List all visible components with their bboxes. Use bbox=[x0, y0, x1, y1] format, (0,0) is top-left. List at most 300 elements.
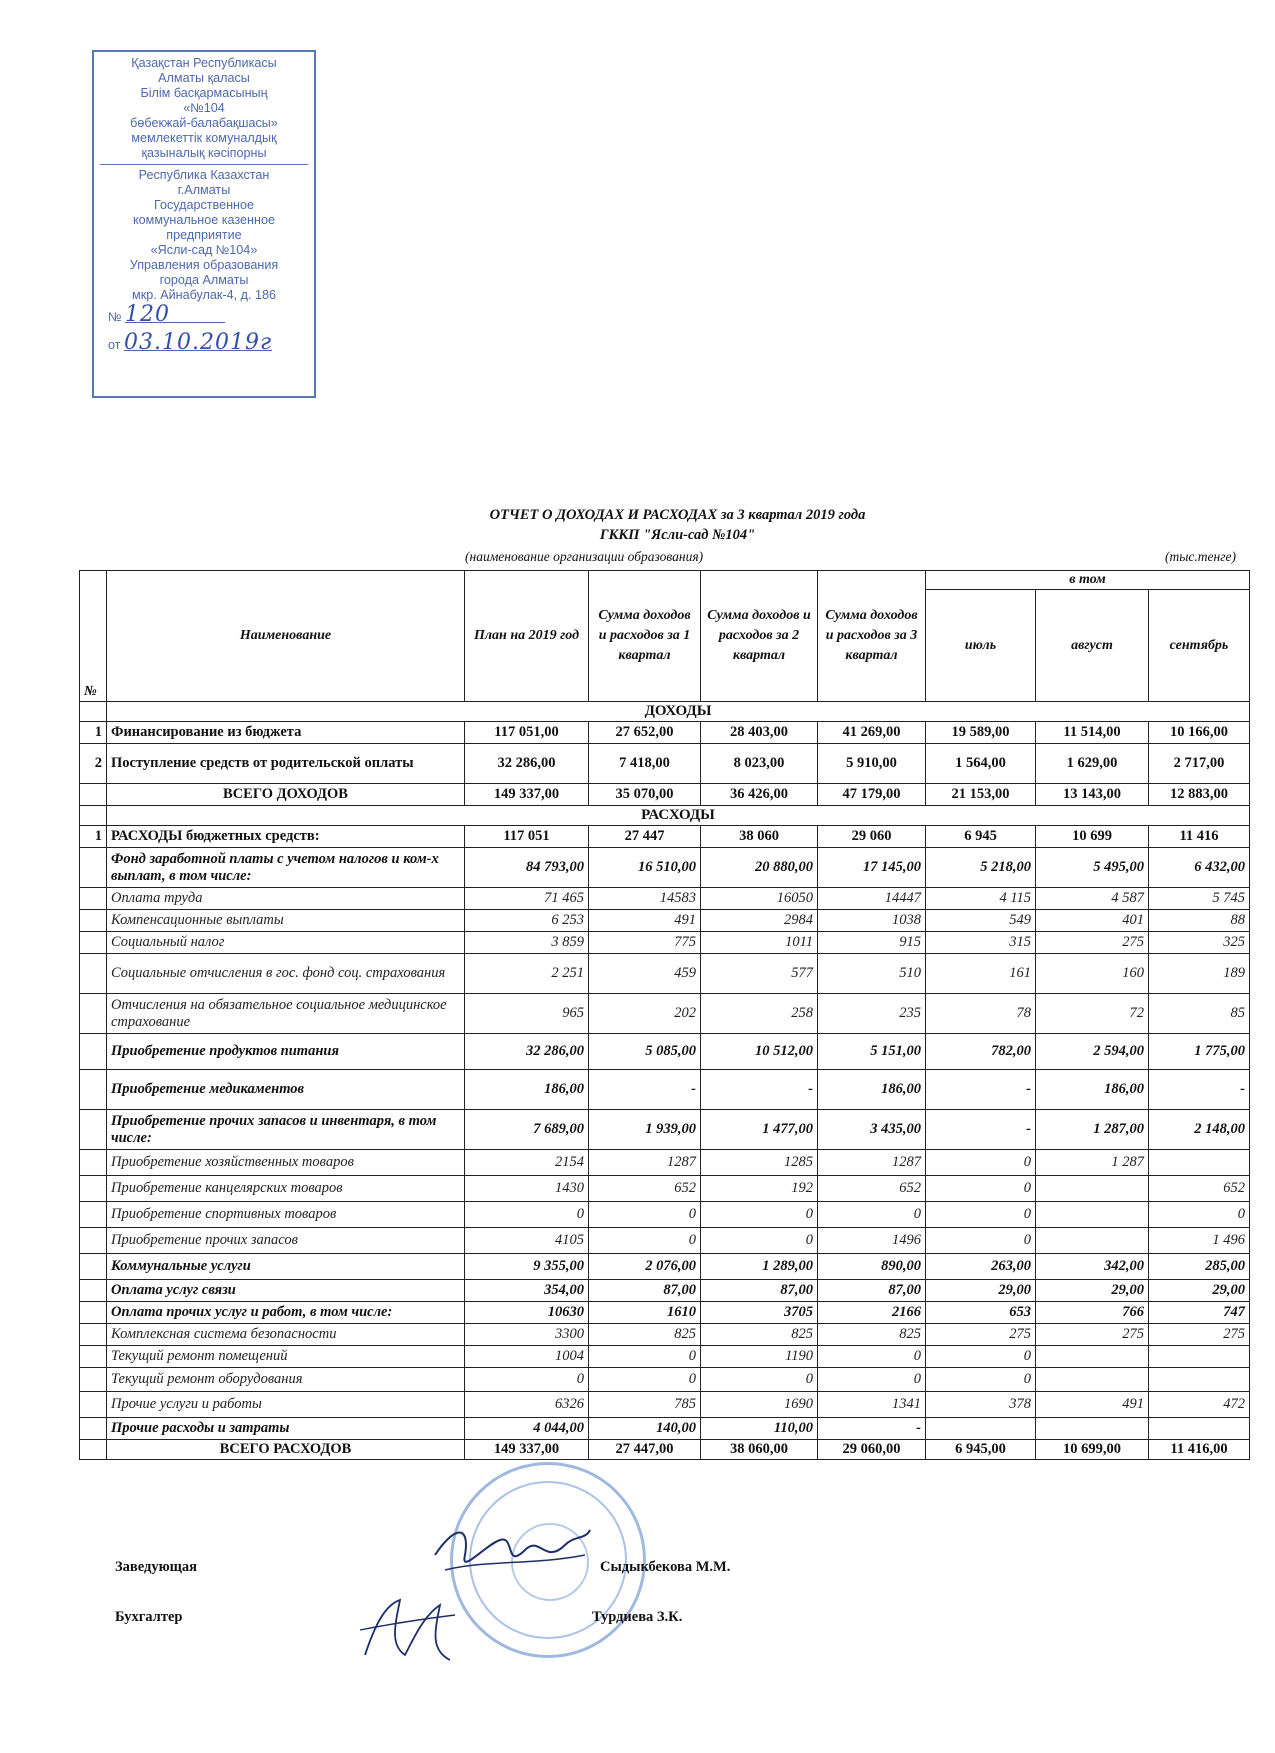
expense-row bbox=[80, 1302, 1250, 1324]
value-cell: 9 355,00 bbox=[465, 1254, 589, 1280]
row-name: Фонд заработной платы с учетом налогов и ком-х выплат, в том числе: bbox=[107, 848, 465, 888]
value-cell: 160 bbox=[1036, 954, 1149, 994]
value-cell: 10 512,00 bbox=[701, 1034, 818, 1070]
row-name: Финансирование из бюджета bbox=[107, 722, 465, 744]
expense-row bbox=[80, 1070, 1250, 1110]
value-cell: 13 143,00 bbox=[1036, 784, 1149, 806]
value-cell: 186,00 bbox=[1036, 1070, 1149, 1110]
header-months-group: в том bbox=[926, 571, 1250, 590]
value-cell: 577 bbox=[701, 954, 818, 994]
stamp-kz-line: Алматы қаласы bbox=[158, 71, 250, 85]
value-cell: 11 514,00 bbox=[1036, 722, 1149, 744]
value-cell: 4 587 bbox=[1036, 888, 1149, 910]
value-cell: 186,00 bbox=[465, 1070, 589, 1110]
report-table bbox=[79, 570, 1250, 1460]
value-cell: 149 337,00 bbox=[465, 1440, 589, 1460]
value-cell: 1 287 bbox=[1036, 1150, 1149, 1176]
value-cell: 0 bbox=[589, 1346, 701, 1368]
value-cell: 1 775,00 bbox=[1149, 1034, 1250, 1070]
value-cell: 2166 bbox=[818, 1302, 926, 1324]
accountant-title: Бухгалтер bbox=[115, 1609, 183, 1625]
value-cell: 0 bbox=[926, 1228, 1036, 1254]
stamp-kz-line: Білім басқармасының bbox=[140, 86, 268, 100]
row-name: Приобретение медикаментов bbox=[107, 1070, 465, 1110]
header-q3: Сумма доходов и расходов за 3 квартал bbox=[818, 571, 926, 702]
row-name: Комплексная система безопасности bbox=[107, 1324, 465, 1346]
value-cell: 766 bbox=[1036, 1302, 1149, 1324]
stamp-ru-line: города Алматы bbox=[159, 273, 249, 287]
report-body bbox=[80, 702, 1250, 1460]
value-cell: 782,00 bbox=[926, 1034, 1036, 1070]
row-number bbox=[80, 1324, 107, 1346]
expense-row bbox=[80, 1280, 1250, 1302]
value-cell: - bbox=[1149, 1070, 1250, 1110]
header-q1: Сумма доходов и расходов за 1 квартал bbox=[589, 571, 701, 702]
row-number bbox=[80, 1202, 107, 1228]
stamp-kz-line: «№104 bbox=[183, 101, 225, 115]
value-cell: 1 496 bbox=[1149, 1228, 1250, 1254]
value-cell: 7 418,00 bbox=[589, 744, 701, 784]
expense-row bbox=[80, 994, 1250, 1034]
value-cell: 1287 bbox=[589, 1150, 701, 1176]
value-cell: 354,00 bbox=[465, 1280, 589, 1302]
value-cell: - bbox=[818, 1418, 926, 1440]
header-number: № bbox=[80, 571, 107, 702]
row-number bbox=[80, 784, 107, 806]
header-q2: Сумма доходов и расходов за 2 квартал bbox=[701, 571, 818, 702]
value-cell: 235 bbox=[818, 994, 926, 1034]
stamp-ru-line: Государственное bbox=[153, 198, 255, 212]
value-cell: 1038 bbox=[818, 910, 926, 932]
value-cell: 1 939,00 bbox=[589, 1110, 701, 1150]
value-cell: 1610 bbox=[589, 1302, 701, 1324]
header-august: август bbox=[1036, 590, 1149, 702]
unit-caption: (тыс.тенге) bbox=[1165, 549, 1236, 564]
value-cell bbox=[926, 1418, 1036, 1440]
value-cell: 10 699,00 bbox=[1036, 1440, 1149, 1460]
expense-row bbox=[80, 1392, 1250, 1418]
value-cell: 0 bbox=[818, 1346, 926, 1368]
value-cell: 29,00 bbox=[1036, 1280, 1149, 1302]
row-name: Приобретение хозяйственных товаров bbox=[107, 1150, 465, 1176]
value-cell bbox=[1149, 1346, 1250, 1368]
value-cell: 378 bbox=[926, 1392, 1036, 1418]
value-cell: 6 945,00 bbox=[926, 1440, 1036, 1460]
expense-row bbox=[80, 848, 1250, 888]
value-cell bbox=[1036, 1176, 1149, 1202]
value-cell: - bbox=[589, 1070, 701, 1110]
row-number bbox=[80, 1280, 107, 1302]
row-name: Приобретение спортивных товаров bbox=[107, 1202, 465, 1228]
expense-row bbox=[80, 1254, 1250, 1280]
stamp-date-row bbox=[94, 330, 314, 355]
value-cell: 0 bbox=[465, 1368, 589, 1392]
expense-row bbox=[80, 954, 1250, 994]
value-cell: 21 153,00 bbox=[926, 784, 1036, 806]
accountant-name: Турдиева З.К. bbox=[592, 1609, 683, 1625]
value-cell: 785 bbox=[589, 1392, 701, 1418]
row-name: Текущий ремонт оборудования bbox=[107, 1368, 465, 1392]
value-cell: 29 060 bbox=[818, 826, 926, 848]
value-cell: 325 bbox=[1149, 932, 1250, 954]
stamp-kz-line: мемлекеттік комуналдық bbox=[131, 131, 277, 145]
row-name: Социальный налог bbox=[107, 932, 465, 954]
value-cell: 84 793,00 bbox=[465, 848, 589, 888]
value-cell: 11 416,00 bbox=[1149, 1440, 1250, 1460]
value-cell: 10 699 bbox=[1036, 826, 1149, 848]
value-cell: 2 076,00 bbox=[589, 1254, 701, 1280]
value-cell: 4 115 bbox=[926, 888, 1036, 910]
value-cell: 1287 bbox=[818, 1150, 926, 1176]
value-cell: 186,00 bbox=[818, 1070, 926, 1110]
value-cell: 263,00 bbox=[926, 1254, 1036, 1280]
row-number bbox=[80, 994, 107, 1034]
accountant-signature bbox=[355, 1585, 465, 1670]
value-cell: 29,00 bbox=[1149, 1280, 1250, 1302]
row-name: ВСЕГО РАСХОДОВ bbox=[107, 1440, 465, 1460]
value-cell: 3 859 bbox=[465, 932, 589, 954]
value-cell: 652 bbox=[818, 1176, 926, 1202]
value-cell: 16 510,00 bbox=[589, 848, 701, 888]
value-cell: 29,00 bbox=[926, 1280, 1036, 1302]
value-cell: 2984 bbox=[701, 910, 818, 932]
value-cell: 275 bbox=[1149, 1324, 1250, 1346]
value-cell bbox=[1149, 1368, 1250, 1392]
value-cell bbox=[1036, 1418, 1149, 1440]
row-number bbox=[80, 702, 107, 722]
value-cell: 117 051 bbox=[465, 826, 589, 848]
value-cell: 275 bbox=[926, 1324, 1036, 1346]
value-cell: 29 060,00 bbox=[818, 1440, 926, 1460]
value-cell: 202 bbox=[589, 994, 701, 1034]
value-cell: 915 bbox=[818, 932, 926, 954]
row-number bbox=[80, 1392, 107, 1418]
row-name: Приобретение прочих запасов и инвентаря, в том числе: bbox=[107, 1110, 465, 1150]
stamp-ru-line: Республика Казахстан bbox=[138, 168, 270, 182]
expense-section-row bbox=[80, 806, 1250, 826]
row-name: Поступление средств от родительской оплаты bbox=[107, 744, 465, 784]
row-name: Оплата труда bbox=[107, 888, 465, 910]
value-cell: 510 bbox=[818, 954, 926, 994]
value-cell: 5 910,00 bbox=[818, 744, 926, 784]
value-cell: 1 629,00 bbox=[1036, 744, 1149, 784]
value-cell: 1 477,00 bbox=[701, 1110, 818, 1150]
value-cell: 10 166,00 bbox=[1149, 722, 1250, 744]
row-name: Компенсационные выплаты bbox=[107, 910, 465, 932]
stamp-ru-block bbox=[94, 168, 314, 303]
value-cell: 88 bbox=[1149, 910, 1250, 932]
stamp-kz-line: қазыналық кәсіпорны bbox=[141, 146, 267, 160]
value-cell: 0 bbox=[589, 1228, 701, 1254]
value-cell: 1190 bbox=[701, 1346, 818, 1368]
value-cell: 890,00 bbox=[818, 1254, 926, 1280]
value-cell: 5 495,00 bbox=[1036, 848, 1149, 888]
stamp-kz-block bbox=[94, 56, 314, 161]
row-name: Приобретение прочих запасов bbox=[107, 1228, 465, 1254]
row-number bbox=[80, 1228, 107, 1254]
value-cell: 20 880,00 bbox=[701, 848, 818, 888]
value-cell: 2 717,00 bbox=[1149, 744, 1250, 784]
value-cell: 342,00 bbox=[1036, 1254, 1149, 1280]
value-cell: 4 044,00 bbox=[465, 1418, 589, 1440]
value-cell: 28 403,00 bbox=[701, 722, 818, 744]
value-cell: 35 070,00 bbox=[589, 784, 701, 806]
row-number bbox=[80, 910, 107, 932]
value-cell: 3 435,00 bbox=[818, 1110, 926, 1150]
value-cell: 2154 bbox=[465, 1150, 589, 1176]
expense-row bbox=[80, 1346, 1250, 1368]
value-cell: 117 051,00 bbox=[465, 722, 589, 744]
value-cell: 38 060 bbox=[701, 826, 818, 848]
value-cell: 5 085,00 bbox=[589, 1034, 701, 1070]
value-cell: 2 148,00 bbox=[1149, 1110, 1250, 1150]
value-cell: 1 287,00 bbox=[1036, 1110, 1149, 1150]
value-cell: 315 bbox=[926, 932, 1036, 954]
value-cell: 0 bbox=[818, 1202, 926, 1228]
value-cell: 27 447 bbox=[589, 826, 701, 848]
income-section-row bbox=[80, 702, 1250, 722]
stamp-ru-line: мкр. Айнабулак-4, д. 186 bbox=[132, 288, 276, 302]
organization-caption: (наименование организации образования) bbox=[465, 549, 704, 564]
expense-row bbox=[80, 826, 1250, 848]
row-number: 2 bbox=[80, 744, 107, 784]
value-cell: 825 bbox=[701, 1324, 818, 1346]
row-number bbox=[80, 1346, 107, 1368]
expense-row bbox=[80, 1110, 1250, 1150]
value-cell: 0 bbox=[589, 1368, 701, 1392]
value-cell bbox=[1149, 1150, 1250, 1176]
value-cell: 401 bbox=[1036, 910, 1149, 932]
value-cell: 3300 bbox=[465, 1324, 589, 1346]
value-cell: 27 447,00 bbox=[589, 1440, 701, 1460]
organization-title: ГККП "Ясли-сад №104" bbox=[599, 527, 756, 543]
value-cell: 41 269,00 bbox=[818, 722, 926, 744]
row-name: Оплата услуг связи bbox=[107, 1280, 465, 1302]
row-number bbox=[80, 888, 107, 910]
value-cell: 965 bbox=[465, 994, 589, 1034]
value-cell: - bbox=[701, 1070, 818, 1110]
row-name: Оплата прочих услуг и работ, в том числе: bbox=[107, 1302, 465, 1324]
value-cell: 6 253 bbox=[465, 910, 589, 932]
row-name: ВСЕГО ДОХОДОВ bbox=[107, 784, 465, 806]
stamp-kz-line: Қазақстан Республикасы bbox=[131, 56, 277, 70]
stamp-ru-line: Управления образования bbox=[129, 258, 279, 272]
row-number bbox=[80, 1150, 107, 1176]
value-cell: 459 bbox=[589, 954, 701, 994]
stamp-number-value: 120 bbox=[125, 307, 225, 323]
value-cell: 2 594,00 bbox=[1036, 1034, 1149, 1070]
value-cell: 38 060,00 bbox=[701, 1440, 818, 1460]
head-name: Сыдыкбекова М.М. bbox=[600, 1559, 731, 1575]
value-cell: 17 145,00 bbox=[818, 848, 926, 888]
row-name: Прочие услуги и работы bbox=[107, 1392, 465, 1418]
row-name: Коммунальные услуги bbox=[107, 1254, 465, 1280]
value-cell: 0 bbox=[818, 1368, 926, 1392]
expense-row bbox=[80, 1150, 1250, 1176]
value-cell: 5 745 bbox=[1149, 888, 1250, 910]
value-cell: 8 023,00 bbox=[701, 744, 818, 784]
value-cell bbox=[1036, 1368, 1149, 1392]
row-number bbox=[80, 1418, 107, 1440]
income-row bbox=[80, 722, 1250, 744]
row-number bbox=[80, 954, 107, 994]
value-cell: 0 bbox=[701, 1202, 818, 1228]
value-cell bbox=[1036, 1202, 1149, 1228]
stamp-ru-line: г.Алматы bbox=[177, 183, 231, 197]
value-cell: - bbox=[926, 1110, 1036, 1150]
value-cell: 72 bbox=[1036, 994, 1149, 1034]
value-cell: 0 bbox=[1149, 1202, 1250, 1228]
value-cell: 14583 bbox=[589, 888, 701, 910]
row-name: Прочие расходы и затраты bbox=[107, 1418, 465, 1440]
value-cell: 16050 bbox=[701, 888, 818, 910]
value-cell: 549 bbox=[926, 910, 1036, 932]
value-cell: 1430 bbox=[465, 1176, 589, 1202]
value-cell: 149 337,00 bbox=[465, 784, 589, 806]
value-cell: 7 689,00 bbox=[465, 1110, 589, 1150]
value-cell: 0 bbox=[926, 1150, 1036, 1176]
value-cell: 192 bbox=[701, 1176, 818, 1202]
value-cell bbox=[1149, 1418, 1250, 1440]
value-cell: 32 286,00 bbox=[465, 1034, 589, 1070]
stamp-date-label: от bbox=[108, 338, 121, 352]
value-cell: 652 bbox=[1149, 1176, 1250, 1202]
head-signature bbox=[425, 1515, 595, 1585]
header-plan: План на 2019 год bbox=[465, 571, 589, 702]
stamp-ru-line: «Ясли-сад №104» bbox=[150, 243, 258, 257]
stamp-number-row bbox=[94, 302, 314, 327]
stamp-date-value: 03.10.2019г bbox=[124, 330, 273, 355]
value-cell: 4105 bbox=[465, 1228, 589, 1254]
value-cell: - bbox=[926, 1070, 1036, 1110]
report-title: ОТЧЕТ О ДОХОДАХ И РАСХОДАХ за 3 квартал 2019 года bbox=[489, 507, 866, 523]
value-cell: 0 bbox=[465, 1202, 589, 1228]
value-cell: 3705 bbox=[701, 1302, 818, 1324]
head-title: Заведующая bbox=[115, 1559, 197, 1575]
row-name: Социальные отчисления в гос. фонд соц. страхования bbox=[107, 954, 465, 994]
value-cell: 1341 bbox=[818, 1392, 926, 1418]
value-cell: 825 bbox=[589, 1324, 701, 1346]
header-september: сентябрь bbox=[1149, 590, 1250, 702]
value-cell bbox=[1036, 1346, 1149, 1368]
header-name: Наименование bbox=[107, 571, 465, 702]
value-cell: 1004 bbox=[465, 1346, 589, 1368]
row-number bbox=[80, 1302, 107, 1324]
section-title: РАСХОДЫ bbox=[107, 806, 1250, 826]
value-cell: 0 bbox=[701, 1228, 818, 1254]
value-cell: 71 465 bbox=[465, 888, 589, 910]
row-name: Приобретение канцелярских товаров bbox=[107, 1176, 465, 1202]
value-cell bbox=[1036, 1228, 1149, 1254]
value-cell: 110,00 bbox=[701, 1418, 818, 1440]
expense-row bbox=[80, 1202, 1250, 1228]
value-cell: 1285 bbox=[701, 1150, 818, 1176]
expense-row bbox=[80, 888, 1250, 910]
value-cell: 6326 bbox=[465, 1392, 589, 1418]
value-cell: 1496 bbox=[818, 1228, 926, 1254]
value-cell: 275 bbox=[1036, 932, 1149, 954]
expense-row bbox=[80, 910, 1250, 932]
value-cell: 85 bbox=[1149, 994, 1250, 1034]
value-cell: 78 bbox=[926, 994, 1036, 1034]
value-cell: 5 218,00 bbox=[926, 848, 1036, 888]
stamp-number-label: № bbox=[108, 310, 122, 324]
value-cell: 0 bbox=[926, 1368, 1036, 1392]
stamp-ru-line: предприятие bbox=[166, 228, 242, 242]
value-cell: 0 bbox=[926, 1176, 1036, 1202]
value-cell: 1 564,00 bbox=[926, 744, 1036, 784]
row-name: Отчисления на обязательное социальное медицинское страхование bbox=[107, 994, 465, 1034]
value-cell: 36 426,00 bbox=[701, 784, 818, 806]
value-cell: 5 151,00 bbox=[818, 1034, 926, 1070]
expense-row bbox=[80, 932, 1250, 954]
row-name: РАСХОДЫ бюджетных средств: bbox=[107, 826, 465, 848]
stamp-divider bbox=[100, 164, 308, 165]
expense-row bbox=[80, 1368, 1250, 1392]
value-cell: 87,00 bbox=[818, 1280, 926, 1302]
expense-total-row bbox=[80, 1440, 1250, 1460]
stamp-kz-line: бөбекжай-балабақшасы» bbox=[130, 116, 278, 130]
row-number bbox=[80, 848, 107, 888]
value-cell: 19 589,00 bbox=[926, 722, 1036, 744]
expense-row bbox=[80, 1418, 1250, 1440]
expense-row bbox=[80, 1228, 1250, 1254]
value-cell: 653 bbox=[926, 1302, 1036, 1324]
value-cell: 0 bbox=[926, 1202, 1036, 1228]
expense-row bbox=[80, 1176, 1250, 1202]
value-cell: 6 432,00 bbox=[1149, 848, 1250, 888]
value-cell: 491 bbox=[1036, 1392, 1149, 1418]
row-number bbox=[80, 1110, 107, 1150]
row-number bbox=[80, 1176, 107, 1202]
row-number: 1 bbox=[80, 826, 107, 848]
value-cell: 652 bbox=[589, 1176, 701, 1202]
expense-row bbox=[80, 1034, 1250, 1070]
row-number bbox=[80, 1070, 107, 1110]
row-number bbox=[80, 1254, 107, 1280]
value-cell: 747 bbox=[1149, 1302, 1250, 1324]
value-cell: 10630 bbox=[465, 1302, 589, 1324]
value-cell: 491 bbox=[589, 910, 701, 932]
value-cell: 32 286,00 bbox=[465, 744, 589, 784]
value-cell: 189 bbox=[1149, 954, 1250, 994]
row-number bbox=[80, 1034, 107, 1070]
value-cell: 258 bbox=[701, 994, 818, 1034]
value-cell: 12 883,00 bbox=[1149, 784, 1250, 806]
value-cell: 0 bbox=[926, 1346, 1036, 1368]
value-cell: 472 bbox=[1149, 1392, 1250, 1418]
value-cell: 0 bbox=[701, 1368, 818, 1392]
value-cell: 0 bbox=[589, 1202, 701, 1228]
value-cell: 14447 bbox=[818, 888, 926, 910]
value-cell: 825 bbox=[818, 1324, 926, 1346]
value-cell: 87,00 bbox=[701, 1280, 818, 1302]
income-total-row bbox=[80, 784, 1250, 806]
value-cell: 2 251 bbox=[465, 954, 589, 994]
row-name: Текущий ремонт помещений bbox=[107, 1346, 465, 1368]
section-title: ДОХОДЫ bbox=[107, 702, 1250, 722]
row-number bbox=[80, 1368, 107, 1392]
value-cell: 87,00 bbox=[589, 1280, 701, 1302]
value-cell: 275 bbox=[1036, 1324, 1149, 1346]
row-name: Приобретение продуктов питания bbox=[107, 1034, 465, 1070]
value-cell: 140,00 bbox=[589, 1418, 701, 1440]
row-number bbox=[80, 806, 107, 826]
value-cell: 11 416 bbox=[1149, 826, 1250, 848]
stamp-ru-line: коммунальное казенное bbox=[133, 213, 275, 227]
row-number: 1 bbox=[80, 722, 107, 744]
value-cell: 1690 bbox=[701, 1392, 818, 1418]
